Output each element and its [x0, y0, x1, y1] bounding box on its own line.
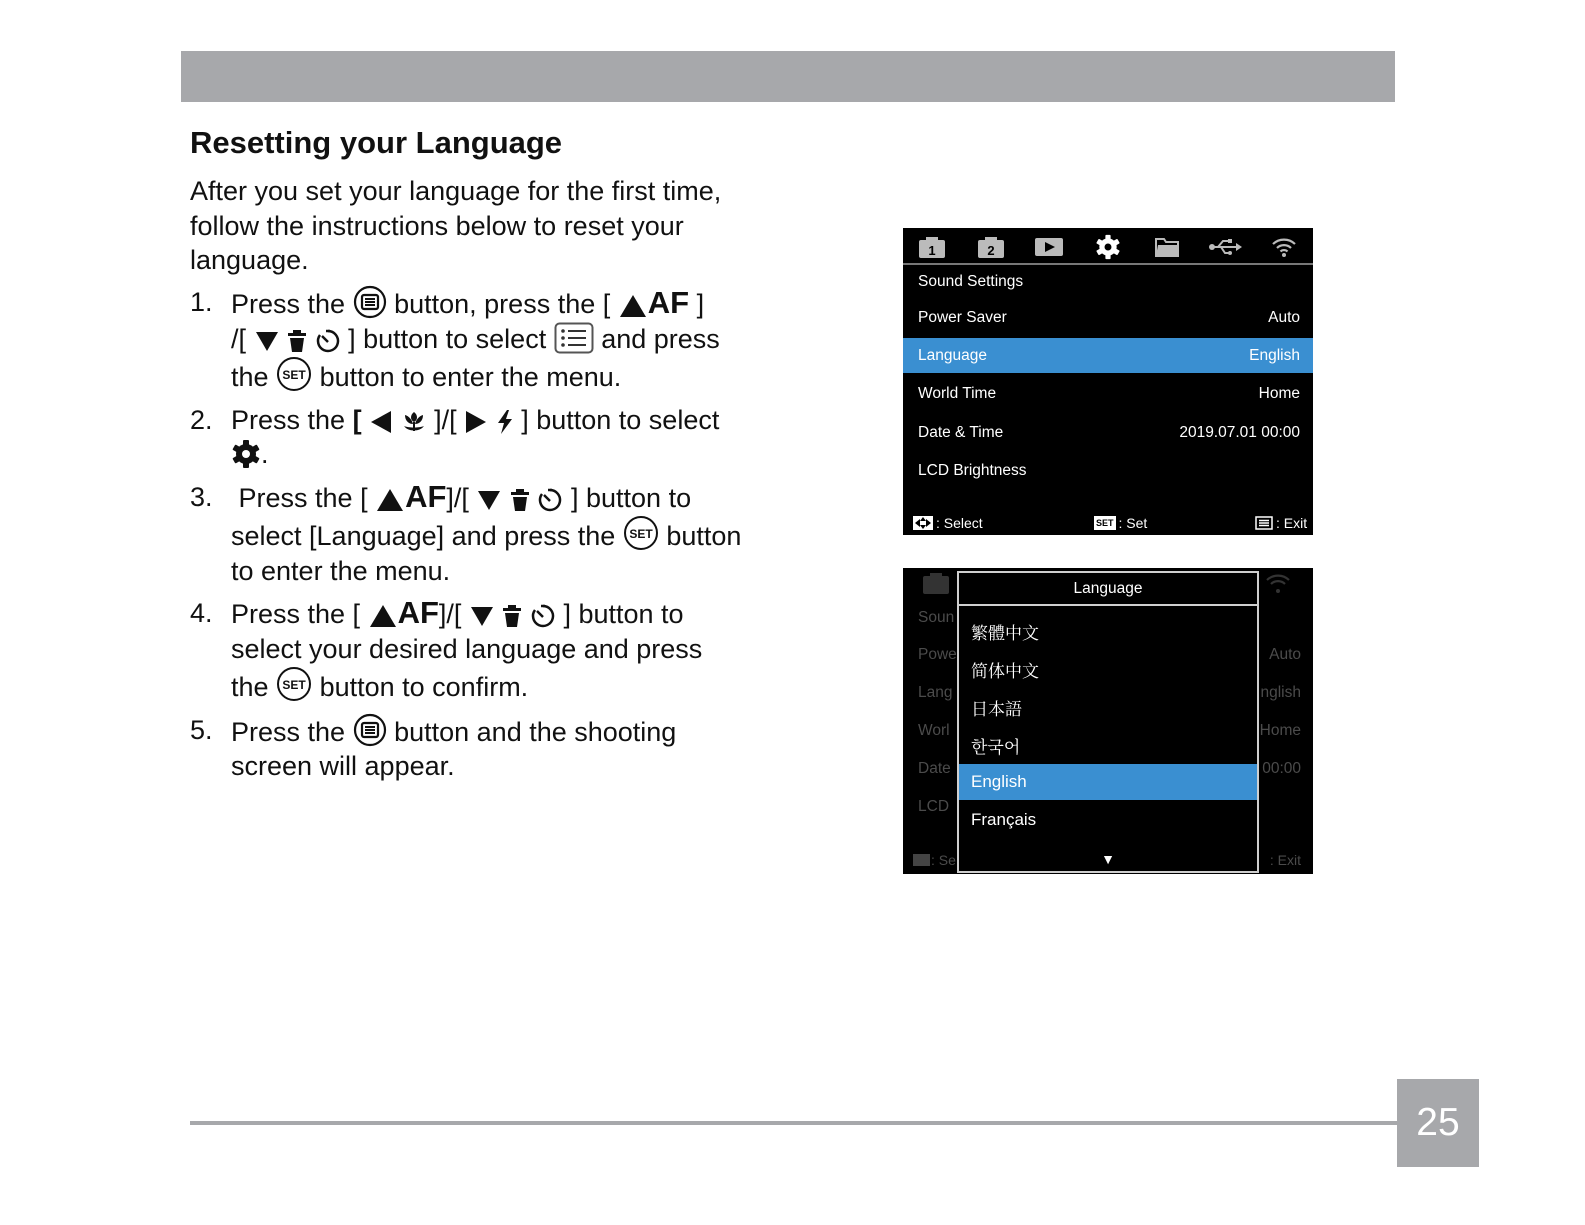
- camera-2-icon: [976, 235, 1006, 259]
- step-text-part: button to enter the menu.: [319, 362, 622, 392]
- set-button-icon: [276, 356, 312, 392]
- footer-exit: [1255, 515, 1307, 531]
- menu-footer: [903, 511, 1313, 535]
- step-text-part: /[: [231, 323, 247, 354]
- step-number: 5.: [190, 714, 213, 745]
- language-popup: [957, 571, 1259, 873]
- step-text-part: button to select: [536, 404, 720, 435]
- row-label: Power Saver: [918, 309, 1007, 326]
- camera-1-icon: [917, 235, 947, 259]
- step-text-part: select [Language] and press the: [231, 521, 616, 551]
- tab-setup[interactable]: [1079, 228, 1138, 266]
- step-text-part: [: [352, 404, 362, 435]
- step-text-part: to enter the menu.: [231, 555, 451, 586]
- up-triangle-icon: [375, 487, 405, 513]
- footer-set: [1094, 515, 1147, 531]
- dimmed-row-value: Auto: [1269, 646, 1301, 663]
- step-number: 4.: [190, 598, 213, 628]
- step-text-part: ]/[: [434, 404, 457, 435]
- af-label: AF: [647, 285, 690, 320]
- language-option-label: Français: [971, 810, 1037, 829]
- trash-icon: [510, 487, 530, 513]
- gear-icon: [231, 439, 261, 469]
- dimmed-row-label: Soun: [918, 609, 955, 626]
- language-option-label: 繁體中文: [971, 624, 1039, 643]
- up-triangle-icon: [368, 603, 398, 629]
- row-label: Language: [918, 347, 987, 364]
- language-option[interactable]: [959, 802, 1257, 838]
- language-option[interactable]: [959, 725, 1257, 761]
- flash-icon: [496, 409, 514, 435]
- language-option[interactable]: [959, 687, 1257, 723]
- row-value: Home: [1258, 385, 1300, 402]
- folder-icon: [1154, 236, 1180, 258]
- step-4: [190, 596, 790, 705]
- step-number: 2.: [190, 404, 213, 435]
- row-label: Date & Time: [918, 424, 1004, 441]
- step-text-part: screen will appear.: [231, 751, 455, 781]
- footer-rule: [190, 1121, 1400, 1125]
- step-text-part: the: [231, 362, 269, 392]
- header-band: [181, 51, 1395, 102]
- menu-row-language[interactable]: [903, 338, 1313, 373]
- menu-row-date-time[interactable]: [903, 415, 1313, 450]
- set-icon-text: SET: [282, 368, 306, 382]
- dimmed-row-value: Home: [1259, 722, 1301, 739]
- dimmed-row-value: nglish: [1260, 684, 1301, 701]
- row-value: 2019.07.01 00:00: [1179, 424, 1300, 441]
- camera-setup-menu-screen: [903, 228, 1313, 535]
- dpad-icon: [913, 516, 933, 530]
- popup-title: Language: [959, 573, 1257, 606]
- step-text-part: select your desired language and press: [231, 633, 703, 664]
- dimmed-row-label: Lang: [918, 684, 953, 701]
- language-option-selected[interactable]: [959, 764, 1257, 800]
- set-icon-text: SET: [629, 527, 653, 541]
- set-button-icon: [623, 515, 659, 551]
- step-text-part: ] button to select: [348, 323, 547, 354]
- dimmed-row-value: 00:00: [1262, 760, 1301, 777]
- step-text: [231, 596, 790, 705]
- page-title: Resetting your Language: [190, 125, 563, 160]
- language-option-label: English: [971, 772, 1027, 791]
- step-text: [231, 285, 790, 395]
- dimmed-footer-exit: : Exit: [1269, 852, 1301, 868]
- step-text-part: Press the [: [231, 599, 361, 629]
- language-option[interactable]: [959, 611, 1257, 647]
- down-triangle-icon: [254, 328, 280, 354]
- row-value: Auto: [1268, 309, 1300, 326]
- language-option-label: 日本語: [971, 700, 1022, 719]
- step-number: 1.: [190, 287, 213, 317]
- menu-button-icon: [353, 285, 387, 319]
- down-triangle-icon: [469, 603, 495, 629]
- camera-language-select-screen: [903, 568, 1313, 874]
- step-text-part: button and the shooting: [394, 716, 677, 747]
- step-text-part: ]: [521, 404, 529, 435]
- row-label: World Time: [918, 385, 997, 402]
- set-badge-icon: SET: [1096, 518, 1114, 528]
- list-menu-icon: [554, 322, 594, 354]
- tab-shooting-1[interactable]: [903, 228, 962, 266]
- tab-number: 1: [928, 243, 936, 258]
- page-number: 25: [1397, 1079, 1479, 1167]
- step-text: [231, 403, 790, 472]
- af-label: AF: [405, 478, 447, 514]
- menu-button-icon: [353, 713, 387, 747]
- step-text-part: Press the: [231, 716, 346, 747]
- dimmed-row-label: Worl: [918, 722, 950, 739]
- trash-icon: [287, 328, 307, 354]
- camera-1-icon: [921, 571, 951, 595]
- step-text-part: Press the: [231, 289, 346, 319]
- macro-flower-icon: [401, 409, 427, 435]
- playback-icon: [1034, 237, 1064, 257]
- left-triangle-icon: [369, 409, 393, 435]
- step-2: [190, 403, 790, 472]
- dimmed-footer-select: : Se: [931, 852, 956, 868]
- self-timer-icon: [315, 328, 341, 354]
- footer-set-label: : Set: [1118, 515, 1148, 531]
- step-text-part: ]/[: [446, 482, 469, 513]
- self-timer-icon: [530, 603, 556, 629]
- set-icon-text: SET: [282, 678, 306, 692]
- right-triangle-icon: [464, 409, 488, 435]
- intro-paragraph: After you set your language for the first time, follow the instructions below to reset your language.: [190, 176, 722, 275]
- step-text-part: Press the: [231, 404, 346, 435]
- footer-select-label: : Select: [936, 515, 983, 531]
- tab-playback[interactable]: [1020, 228, 1079, 266]
- step-text-part: ] button to: [571, 482, 692, 513]
- instruction-steps: [190, 285, 790, 792]
- wifi-icon: [1271, 236, 1297, 258]
- tab-file[interactable]: [1137, 228, 1196, 266]
- down-triangle-icon: [476, 487, 502, 513]
- self-timer-icon: [537, 487, 563, 513]
- language-option[interactable]: [959, 649, 1257, 685]
- step-text: [231, 713, 790, 784]
- menu-row-sound-settings[interactable]: [903, 264, 1313, 299]
- step-text-part: button to confirm.: [319, 672, 529, 702]
- usb-icon: [1208, 238, 1242, 256]
- dimmed-dpad-icon: [913, 854, 930, 866]
- step-text-part: and press: [601, 323, 720, 354]
- step-text-part: Press the [: [238, 482, 368, 513]
- step-text-part: button, press the [: [394, 289, 611, 319]
- step-text: [231, 480, 790, 589]
- tab-number: 2: [987, 243, 995, 258]
- dimmed-row-label: Powe: [918, 646, 957, 663]
- menu-tab-bar: [903, 228, 1313, 266]
- row-value: English: [1249, 347, 1300, 364]
- tab-usb[interactable]: [1196, 228, 1255, 266]
- dimmed-row-label: LCD: [918, 798, 950, 815]
- step-text-part: ] button to: [563, 599, 684, 629]
- language-option-label: 简体中文: [971, 662, 1039, 681]
- step-text-part: ]/[: [438, 599, 462, 629]
- row-label: Sound Settings: [918, 273, 1024, 290]
- gear-icon: [1095, 234, 1121, 260]
- set-button-icon: [276, 666, 312, 702]
- trash-icon: [502, 603, 522, 629]
- step-3: [190, 480, 790, 589]
- scroll-down-icon[interactable]: ▼: [1101, 851, 1115, 867]
- tab-wifi[interactable]: [1254, 228, 1313, 266]
- footer-select: [913, 515, 983, 531]
- footer-exit-label: : Exit: [1276, 515, 1308, 531]
- step-text-part: .: [261, 439, 269, 469]
- step-text-part: ]: [696, 289, 705, 319]
- row-label: LCD Brightness: [918, 462, 1027, 479]
- menu-button-icon: [1255, 516, 1273, 530]
- af-label: AF: [397, 595, 439, 630]
- step-text-part: button: [666, 521, 742, 551]
- wifi-icon: [1265, 572, 1291, 594]
- menu-row-power-saver[interactable]: [903, 300, 1313, 335]
- step-1: [190, 285, 790, 395]
- step-5: [190, 713, 790, 784]
- menu-row-lcd-brightness[interactable]: [903, 453, 1313, 488]
- tab-shooting-2[interactable]: [962, 228, 1021, 266]
- dimmed-row-label: Date: [918, 760, 951, 777]
- up-triangle-icon: [618, 293, 648, 319]
- step-number: 3.: [190, 481, 213, 512]
- language-option-label: 한국어: [971, 738, 1021, 757]
- menu-row-world-time[interactable]: [903, 376, 1313, 411]
- step-text-part: the: [231, 672, 269, 702]
